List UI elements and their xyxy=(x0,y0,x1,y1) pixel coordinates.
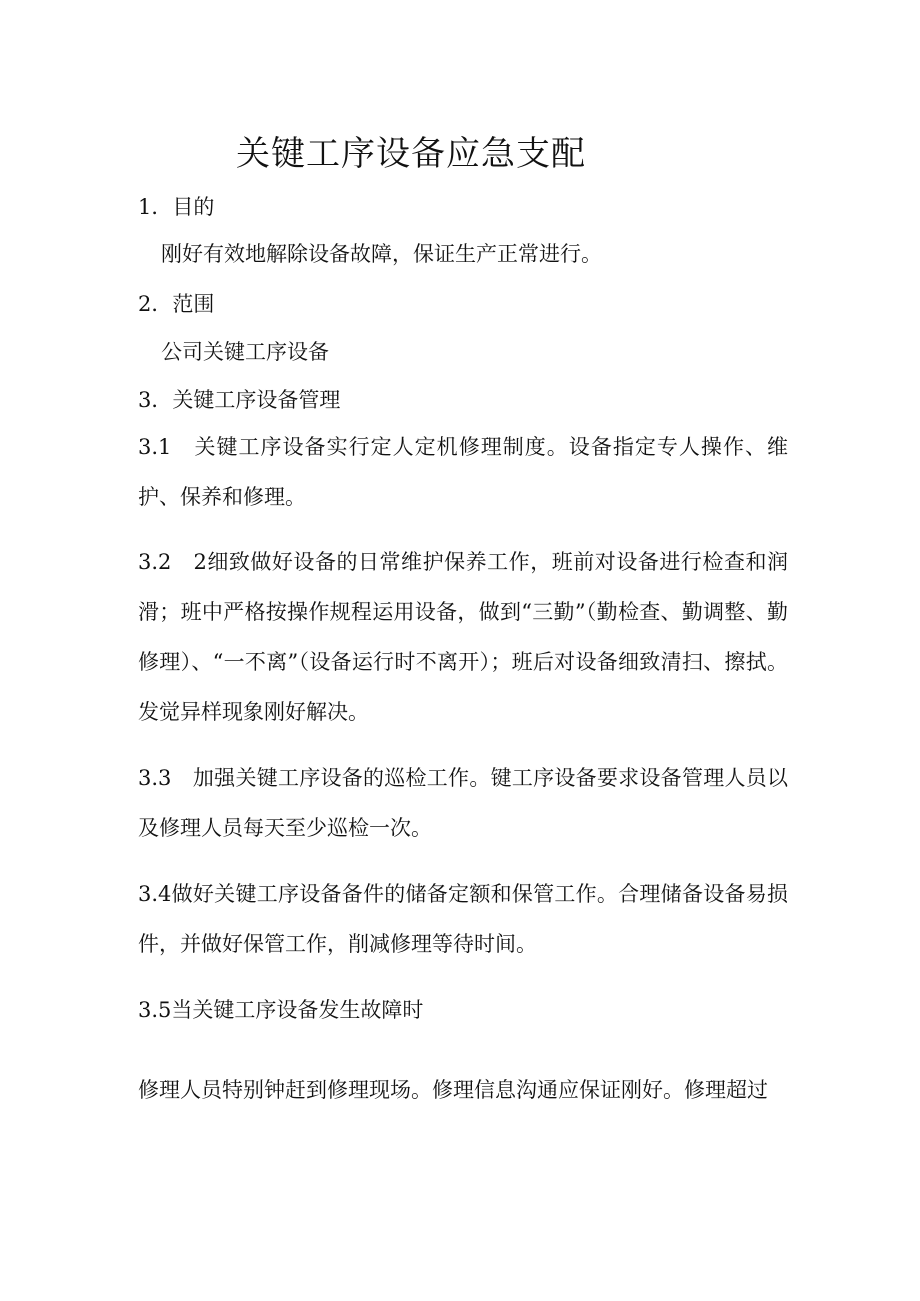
section-2-heading: 2．范围 xyxy=(138,292,215,316)
section-1-heading: 1．目的 xyxy=(138,195,215,219)
section-2-body: 公司关键工序设备 xyxy=(161,340,329,364)
document-title: 关键工序设备应急支配 xyxy=(236,134,586,174)
paragraph-3-3: 3.3 加强关键工序设备的巡检工作。键工序设备要求设备管理人员以及修理人员每天至少巡检一次。 xyxy=(138,766,788,840)
paragraph-3-2: 3.2 2细致做好设备的日常维护保养工作，班前对设备进行检查和润滑；班中严格按操作规程运用设备，做到“三勤”（勤检查、勤调整、勤修理）、“一不离”（设备运行时不离开）；班后对设备细致清扫、擦拭。发觉异样现象刚好解决。 xyxy=(138,550,788,724)
section-3-heading: 3．关键工序设备管理 xyxy=(138,388,341,412)
paragraph-repair: 修理人员特别钟赶到修理现场。修理信息沟通应保证刚好。修理超过 xyxy=(138,1078,768,1102)
section-1-body: 刚好有效地解除设备故障，保证生产正常进行。 xyxy=(161,242,602,266)
paragraph-3-5: 3.5当关键工序设备发生故障时 xyxy=(138,998,424,1022)
paragraph-3-1: 3.1 关键工序设备实行定人定机修理制度。设备指定专人操作、维护、保养和修理。 xyxy=(138,435,788,509)
paragraph-3-4: 3.4做好关键工序设备备件的储备定额和保管工作。合理储备设备易损件，并做好保管工作，削减修理等待时间。 xyxy=(138,882,788,956)
